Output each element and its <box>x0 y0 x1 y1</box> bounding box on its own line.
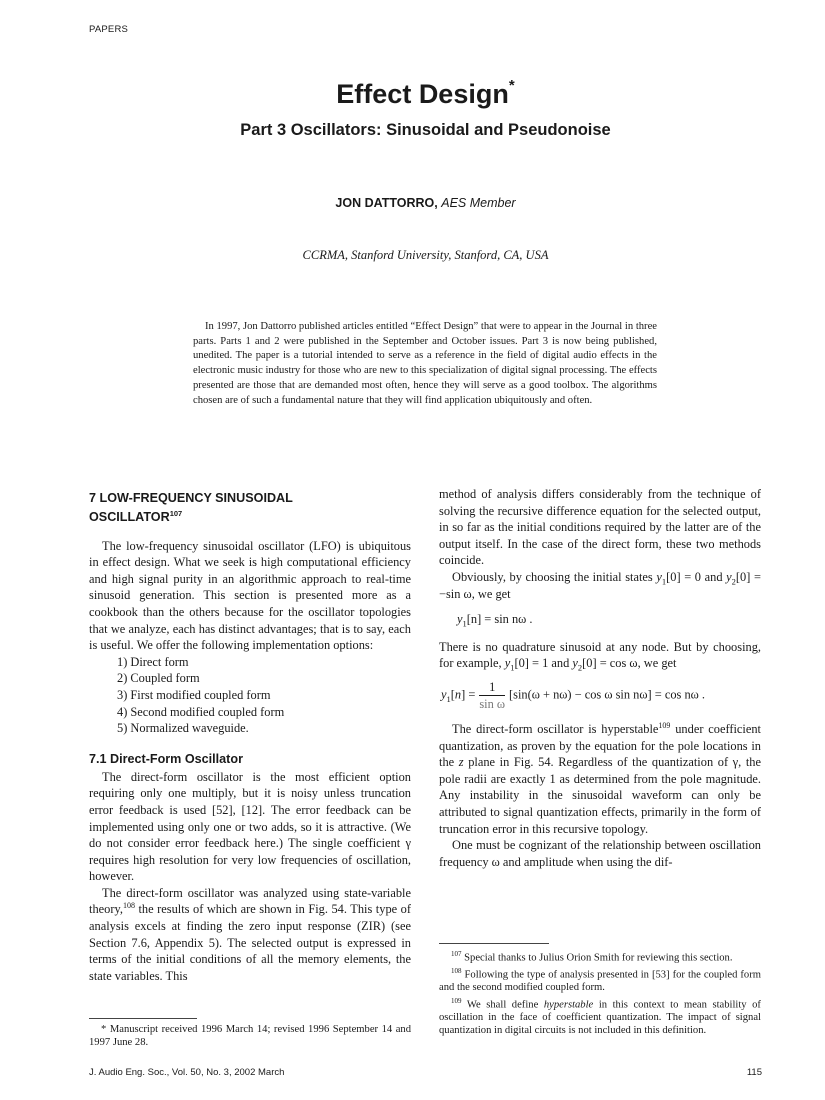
equation-1: $y_1[n] = \sin n\omega$ . <box>457 612 533 629</box>
list-item: 2) Coupled form <box>117 671 200 686</box>
footnotes-right <box>439 948 761 1037</box>
author-membership: AES Member <box>441 196 516 210</box>
section-7-heading-ref: 107 <box>169 509 183 519</box>
section-7-heading <box>89 490 411 526</box>
author-line <box>0 196 825 210</box>
math-text: [0] = 1 and <box>514 656 570 671</box>
footnote-mark: 108 <box>451 967 462 976</box>
page-number: 115 <box>746 1067 762 1078</box>
footnote-mark: 109 <box>451 996 462 1005</box>
math-text: z <box>458 755 464 770</box>
footnote-text: in this context to mean stability of oscillation in the face of coefficient quantization. The impact of signal quantization in digital circuits is not included in this definition. <box>439 999 761 1036</box>
section-7-1-paragraph-1: The direct-form oscillator is the most efficient option requiring only one multiply, but it is noisy unless truncation error feedback is used [52], [12]. The error feedback can be implemented using only one or two adds, so it is attractive. (We do not consider error feedback here.) The single coefficient γ requires high resolution for very low frequencies of oscillation, however. <box>89 769 411 884</box>
footnote-term: hyperstable <box>543 999 594 1011</box>
paragraph-text: The direct-form oscillator is hyperstable <box>452 721 659 736</box>
right-column <box>439 486 761 870</box>
cognizant-paragraph: One must be cognizant of the relationship between oscillation frequency ω and amplitude when using the dif- <box>439 838 761 869</box>
affiliation: CCRMA, Stanford University, Stanford, CA, USA <box>302 248 549 262</box>
manuscript-footnote <box>89 1024 411 1049</box>
running-head: PAPERS <box>89 24 129 35</box>
section-7-1-paragraph-2 <box>89 885 411 985</box>
paragraph-text: plane in Fig. 54. Regardless of the quantization of γ, the pole radii are exactly 1 as determined from the pole magnitude. Any instability in the sinusoidal waveform can only be attributed to signal quantization effects, primarily in the form of truncation error in this recursive topology. <box>439 755 761 836</box>
hyperstable-paragraph <box>439 721 761 837</box>
equation-2: $y_1[n]$ = $\frac{1}{\text{sin ω}}$ [sin(ω + nω) − cos ω sin nω] = cos nω . <box>441 679 705 711</box>
footnote-mark: 107 <box>451 950 462 958</box>
equation-text: [sin(ω + nω) − cos ω sin nω] = cos nω . <box>509 687 705 702</box>
paper-subtitle: Part 3 Oscillators: Sinusoidal and Pseudonoise <box>240 121 611 139</box>
footnote-rule-right <box>439 943 549 944</box>
section-7-heading-line1: 7 LOW-FREQUENCY SINUSOIDAL <box>89 491 293 505</box>
paper-title <box>0 79 825 110</box>
list-item: 4) Second modified coupled form <box>117 704 285 719</box>
fraction <box>479 680 505 711</box>
fraction-numerator: 1 <box>479 680 505 696</box>
footnote-text: Following the type of analysis presented in [53] for the coupled form and the second modified coupled form. <box>439 969 761 994</box>
footnote-ref-108: 108 <box>122 901 135 911</box>
math-text: [0] = cos ω, we get <box>582 656 677 671</box>
footnote-text: Manuscript received 1996 March 14; revised 1996 September 14 and 1997 June 28. <box>89 1024 411 1048</box>
footnote-108 <box>439 965 761 995</box>
initial-states-paragraph: Obviously, by choosing the initial states $y_1[0] = 0$ and $y_2[0] = -\sin$ ω, we get <box>439 569 761 601</box>
abstract: In 1997, Jon Dattorro published articles entitled “Effect Design” that were to appear in the Journal in three parts. Parts 1 and 2 were published in the September and October issues. Part 3 is now being published, unedited. The paper is a tutorial intended to serve as a reference in the field of digital audio effects in the electronic music industry for those who are new to this specialization of digital signal processing. The effects presented are those that are demanded most often, hence they will serve as a good toolbox. The algorithms chosen are of such a fundamental nature that they will find application ubiquitously and often. <box>193 321 657 406</box>
math-text: [0] = −sin ω, we get <box>439 569 761 601</box>
paragraph-text: under coefficient quantization, as proven by the equation for the pole locations in the <box>439 721 762 770</box>
list-item: 1) Direct form <box>117 654 189 669</box>
paragraph-text: There is no quadrature sinusoid at any node. But by choosing, for example, <box>439 639 761 671</box>
section-7-heading-line2: OSCILLATOR <box>89 510 170 525</box>
equation-text: [n] = sin nω . <box>466 612 533 627</box>
footnote-mark: * <box>101 1024 107 1035</box>
footnote-rule-left <box>89 1018 197 1019</box>
left-column <box>89 490 411 984</box>
footnote-text: We shall define <box>466 999 539 1011</box>
footnote-text: Special thanks to Julius Orion Smith for reviewing this section. <box>464 952 733 964</box>
footnote-107 <box>439 948 761 965</box>
author-name: JON DATTORRO, <box>335 196 438 210</box>
quadrature-paragraph: There is no quadrature sinusoid at any node. But by choosing, for example, $y_1[0] = 1$ and $y_2[0] = \cos \omega$, we get <box>439 639 761 673</box>
title-text: Effect Design <box>336 79 509 109</box>
list-item: 5) Normalized waveguide. <box>117 721 249 736</box>
paragraph-text: Obviously, by choosing the initial states <box>452 569 653 584</box>
section-7-1-heading: 7.1 Direct-Form Oscillator <box>89 751 243 766</box>
continued-paragraph: method of analysis differs considerably from the technique of solving the recursive difference equation for the selected output, in so far as the initial conditions required by the latter are of the output itself. In the case of the direct form, these two methods coincide. <box>439 487 761 568</box>
title-footnote-mark: * <box>508 77 515 94</box>
section-7-paragraph: The low-frequency sinusoidal oscillator (LFO) is ubiquitous in effect design. What we seek is high computational efficiency and high signal purity in an algorithmic approach to real-time sinusoid generation. This section is presented more as a cookbook than the others because for the oscillator topologies that we analyze, each has distinct advantages; that is to say, each is useful. We offer the following implementation options: <box>89 538 411 653</box>
implementation-options-list <box>89 654 411 737</box>
footnote-109 <box>439 995 761 1037</box>
footnote-ref-109: 109 <box>658 720 671 730</box>
paragraph-text: The direct-form oscillator was analyzed using state-variable theory, <box>89 885 411 917</box>
paragraph-text: the results of which are shown in Fig. 54. This type of analysis excels at finding the zero input response (ZIR) (see Section 7.6, Appendix 5). The selected output is expressed in terms of the initial conditions of all the memory elements, the state variables. This <box>89 902 411 983</box>
list-item: 3) First modified coupled form <box>117 687 271 702</box>
journal-citation: J. Audio Eng. Soc., Vol. 50, No. 3, 2002 March <box>89 1067 285 1078</box>
fraction-denominator: sin ω <box>479 696 506 711</box>
math-text: [0] = 0 and <box>666 569 723 584</box>
